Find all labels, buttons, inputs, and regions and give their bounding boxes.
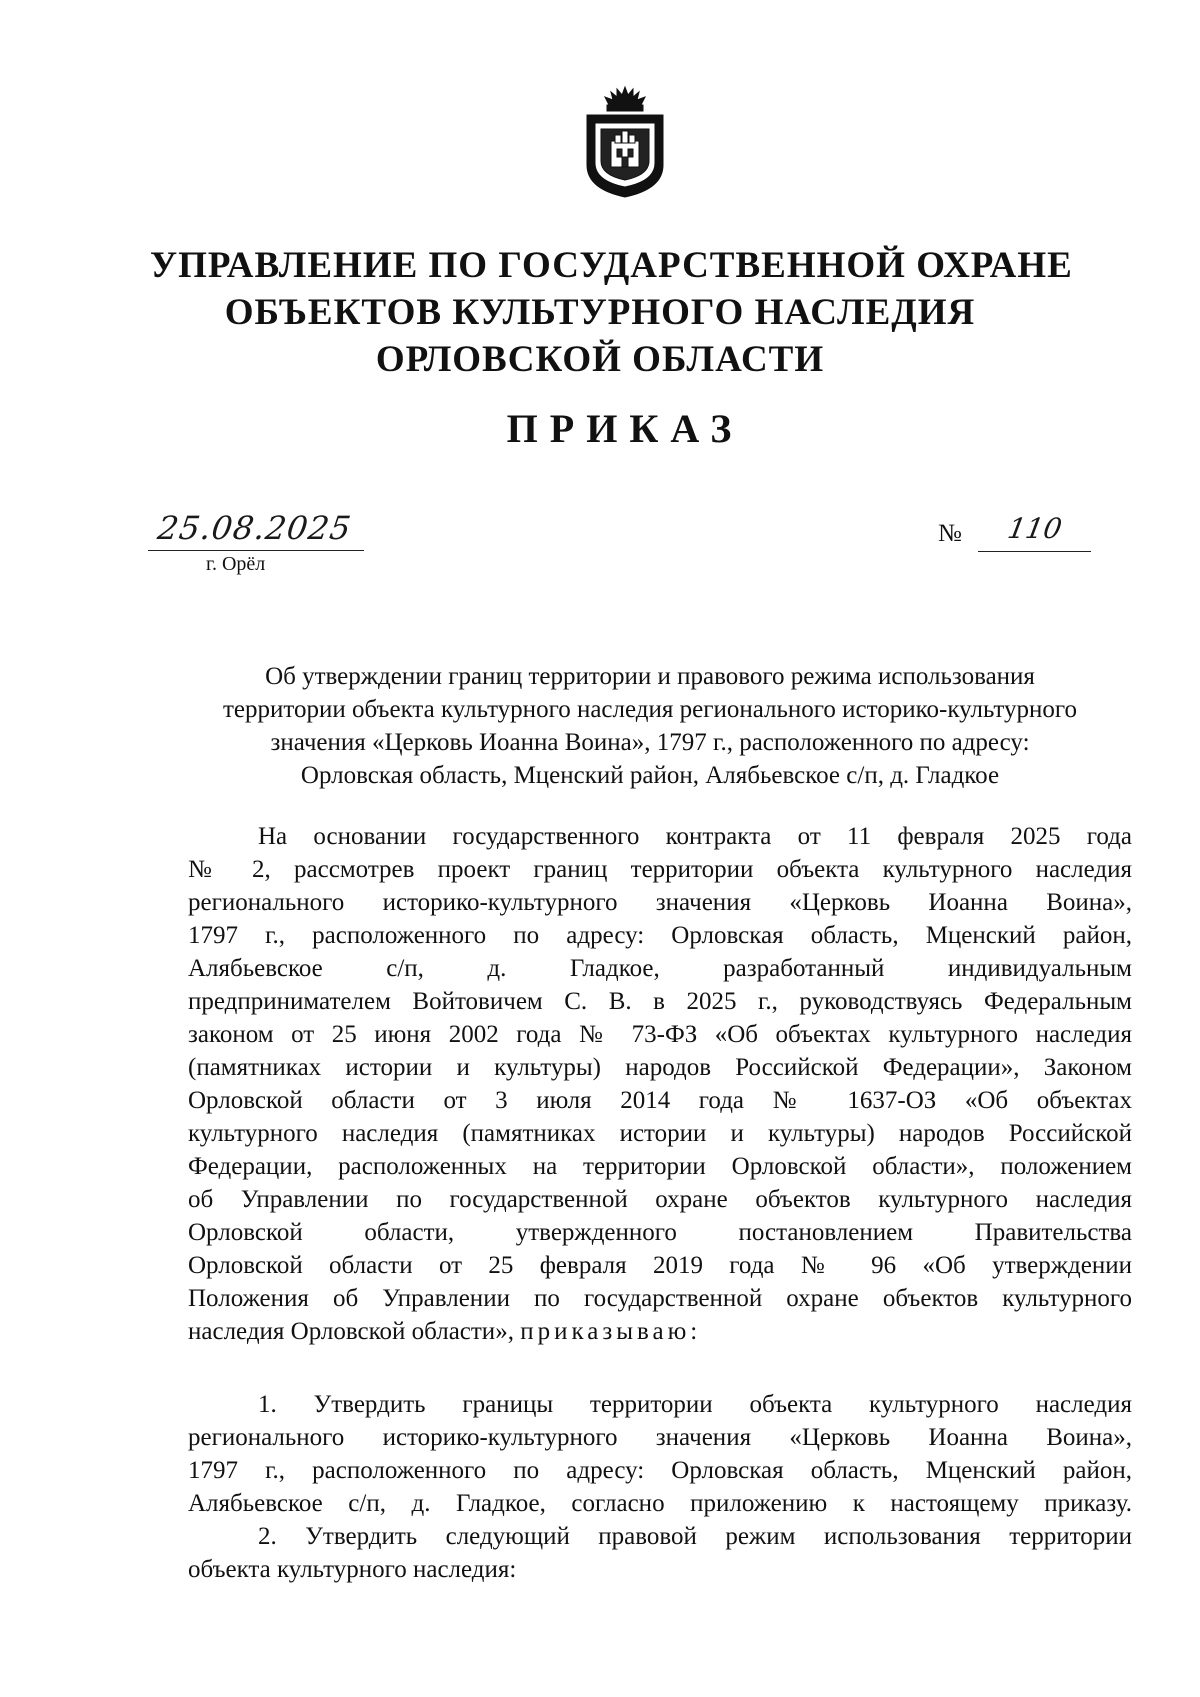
paragraph-line: регионального историко-культурного значения «Церковь Иоанна Воина», (188, 1424, 1132, 1451)
document-type-heading: ПРИКАЗ (506, 406, 744, 451)
paragraph-line: объекта культурного наследия: (188, 1556, 517, 1583)
order-number-block (938, 512, 1088, 556)
paragraph-line: 1. Утвердить границы территории объекта культурного наследия (258, 1391, 1132, 1418)
order-item-2 (188, 1520, 1132, 1586)
agency-title-line: ОРЛОВСКОЙ ОБЛАСТИ (375, 339, 825, 380)
subject-line: значения «Церковь Иоанна Воина», 1797 г., расположенного по адресу: (270, 729, 1030, 756)
subject-line: территории объекта культурного наследия регионального историко-культурного (222, 696, 1078, 723)
date-block (148, 506, 364, 576)
paragraph-line: Федерации, расположенных на территории Орловской области», положением (188, 1153, 1132, 1180)
paragraph-line: регионального историко-культурного значения «Церковь Иоанна Воина», (188, 889, 1132, 916)
order-item-1 (188, 1388, 1132, 1520)
order-word: приказываю: (520, 1318, 702, 1345)
agency-title (150, 242, 1073, 383)
paragraph-line: об Управлении по государственной охране объектов культурного наследия (188, 1186, 1132, 1213)
paragraph-line: 2. Утвердить следующий правовой режим использования территории (258, 1523, 1132, 1550)
subject-line: Об утверждении границ территории и правового режима использования (265, 663, 1035, 690)
handwritten-order-number: 110 (1005, 512, 1065, 545)
agency-title-line: ОБЪЕКТОВ КУЛЬТУРНОГО НАСЛЕДИЯ (224, 292, 976, 333)
preamble-paragraph (188, 820, 1132, 1348)
paragraph-line: культурного наследия (памятниках истории и культуры) народов Российской (188, 1120, 1132, 1147)
city-label: г. Орёл (206, 553, 266, 575)
subject-line: Орловская область, Мценский район, Алябьевское с/п, д. Гладкое (300, 762, 1000, 789)
number-sign: № (938, 520, 962, 547)
paragraph-line: Алябьевское с/п, д. Гладкое, разработанный индивидуальным (188, 955, 1132, 982)
paragraph-line: Орловской области, утвержденного постановлением Правительства (188, 1219, 1132, 1246)
paragraph-line: 1797 г., расположенного по адресу: Орловская область, Мценский район, (188, 922, 1132, 949)
paragraph-line: 1797 г., расположенного по адресу: Орловская область, Мценский район, (188, 1457, 1132, 1484)
paragraph-line: законом от 25 июня 2002 года № 73-ФЗ «Об объектах культурного наследия (188, 1021, 1132, 1048)
handwritten-date: 25.08.2025 (155, 509, 354, 547)
paragraph-line-text: наследия Орловской области», (188, 1318, 514, 1345)
paragraph-line: № 2, рассмотрев проект границ территории объекта культурного наследия (188, 856, 1132, 883)
paragraph-line: Алябьевское с/п, д. Гладкое, согласно приложению к настоящему приказу. (188, 1490, 1132, 1517)
paragraph-line: предпринимателем Войтовичем С. В. в 2025 г., руководствуясь Федеральным (188, 988, 1132, 1015)
paragraph-line: Положения об Управлении по государственной охране объектов культурного (188, 1285, 1132, 1312)
paragraph-line: Орловской области от 25 февраля 2019 года № 96 «Об утверждении (188, 1252, 1132, 1279)
coat-of-arms-emblem (581, 85, 669, 199)
paragraph-line: (памятниках истории и культуры) народов Российской Федерации», Законом (188, 1054, 1132, 1081)
paragraph-line: Орловской области от 3 июля 2014 года № 1637-ОЗ «Об объектах (188, 1087, 1132, 1114)
order-subject (150, 660, 1150, 792)
agency-title-line: УПРАВЛЕНИЕ ПО ГОСУДАРСТВЕННОЙ ОХРАНЕ (150, 245, 1073, 286)
date-underline (148, 550, 364, 551)
paragraph-last-line (188, 1315, 1132, 1348)
paragraph-line: На основании государственного контракта от 11 февраля 2025 года (258, 823, 1132, 850)
number-underline (978, 551, 1091, 552)
